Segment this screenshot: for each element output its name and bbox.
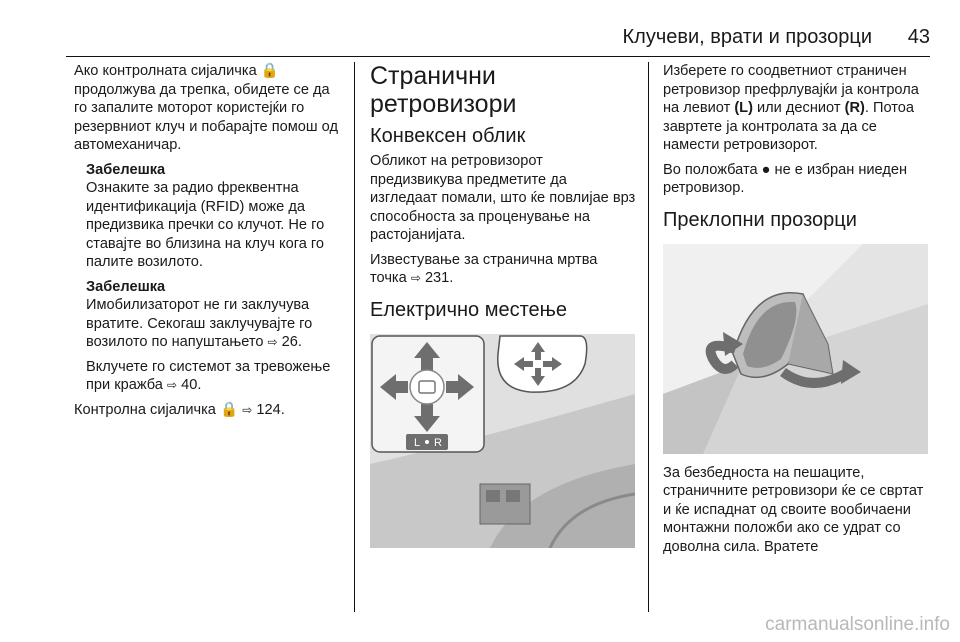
page-ref-link[interactable]: 26. bbox=[281, 334, 302, 350]
paragraph: Во положбата ● не е избран ниеден ретровизор. bbox=[663, 161, 908, 196]
note-rfid bbox=[74, 161, 346, 272]
page-number: 43 bbox=[907, 26, 930, 48]
watermark: carmanualsonline.info bbox=[765, 614, 950, 635]
page-ref-link[interactable]: 231. bbox=[424, 270, 454, 286]
column-middle bbox=[370, 62, 638, 554]
column-divider-1 bbox=[354, 62, 355, 612]
paragraph-text: или десниот bbox=[757, 100, 841, 116]
chapter-title: Клучеви, врати и прозорци bbox=[622, 26, 872, 48]
paragraph-text: . Потоа завртете ја контролата за да се намести ретровизорот. bbox=[663, 100, 914, 153]
page-ref-link[interactable]: 124. bbox=[256, 401, 285, 418]
mirror-control-svg bbox=[370, 334, 635, 548]
subsection-heading: Преклопни прозорци bbox=[663, 208, 857, 231]
paragraph bbox=[370, 251, 638, 288]
note-immobilizer bbox=[74, 278, 346, 395]
paragraph-text: Изберете го соодветниот страничен ретровизор префрлувајќи ја контрола на левиот bbox=[663, 63, 919, 116]
column-left bbox=[74, 62, 346, 425]
note-text-part: Имобилизаторот не ги заклучува вратите. Секогаш заклучувајте го возилото по напуштањето bbox=[86, 297, 313, 350]
right-mirror-label: R bbox=[434, 436, 442, 449]
section-heading: Странични ретровизори bbox=[370, 62, 517, 118]
header-rule bbox=[66, 56, 930, 57]
note-title: Забелешка bbox=[86, 161, 166, 178]
subsection-heading: Конвексен облик bbox=[370, 125, 526, 147]
column-right bbox=[663, 62, 928, 562]
page-header bbox=[0, 0, 960, 58]
paragraph: Ако контролната сијаличка 🔒 продолжува да трепка, обидете се да го запалите моторот користејќи го резервниот клуч и побарајте помош од автомеханичар. bbox=[74, 63, 338, 153]
note-title: Забелешка bbox=[86, 278, 166, 295]
note-text: Ознаките за радио фреквентна идентификација (RFID) може да предизвика пречки со клучот. Не го ставајте во близина на клуч кога го палите возилото. bbox=[86, 180, 325, 270]
paragraph bbox=[663, 62, 928, 155]
page-ref-link[interactable]: 40. bbox=[181, 377, 202, 393]
folding-mirror-illustration bbox=[663, 244, 928, 454]
page-ref-arrow-icon: ⇨ bbox=[267, 335, 278, 349]
paragraph-text: Известување за странична мртва точка bbox=[370, 251, 598, 286]
paragraph-text: Контролна сијаличка 🔒 bbox=[74, 401, 239, 418]
subsection-heading: Електрично местење bbox=[370, 298, 568, 321]
note-text-part: Вклучете го системот за тревожење при кражба bbox=[86, 358, 331, 393]
paragraph: Обликот на ретровизорот предизвикува предметите да изгледаат помали, што ќе повлијае врз способноста за проценување на растојанијата. bbox=[370, 153, 636, 243]
page-ref-arrow-icon: ⇨ bbox=[166, 378, 178, 392]
mirror-control-illustration bbox=[370, 334, 635, 548]
right-label: (R) bbox=[844, 100, 865, 116]
page-ref-arrow-icon: ⇨ bbox=[410, 271, 421, 285]
note-text bbox=[86, 296, 346, 352]
page-ref-arrow-icon: ⇨ bbox=[242, 402, 253, 417]
folding-mirror-svg bbox=[663, 244, 928, 454]
paragraph bbox=[74, 401, 346, 420]
note-text bbox=[86, 358, 346, 395]
left-label: (L) bbox=[734, 100, 753, 116]
left-mirror-label: L bbox=[414, 436, 421, 449]
paragraph: За безбедноста на пешаците, страничните ретровизори ќе се свртат и ќе испаднат од своите вообичаени монтажни положби ако се удрат со доволна сила. Вратете bbox=[663, 464, 924, 555]
column-divider-2 bbox=[648, 62, 649, 612]
